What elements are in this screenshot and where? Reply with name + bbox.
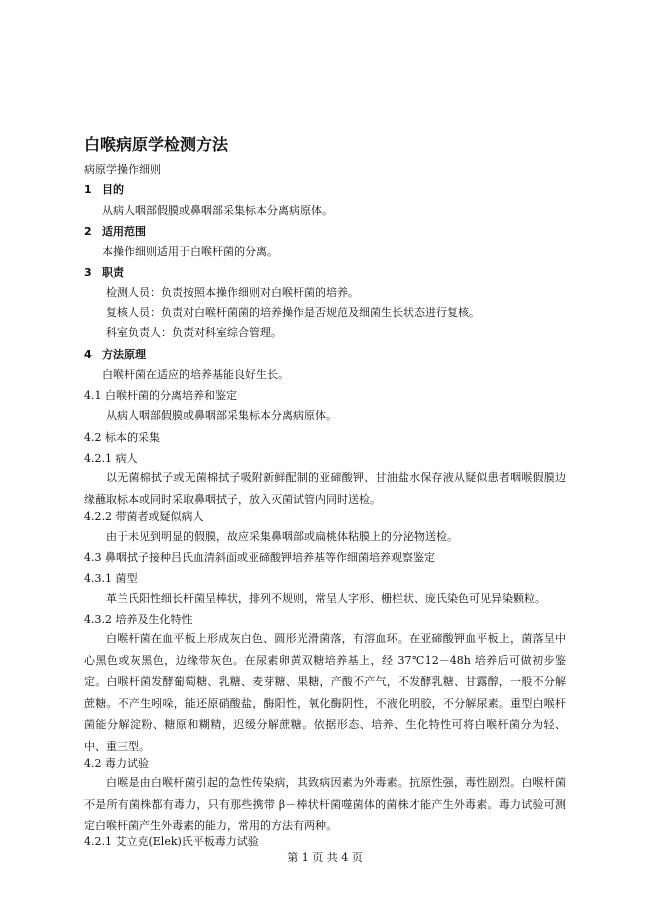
responsibility-item: 检测人员：负责按照本操作细则对白喉杆菌的培养。 [106,286,359,299]
section-4-3-1-text: 革兰氏阳性细长杆菌呈棒状，排列不规则，常呈人字形、栅栏状、庞氏染色可见异染颗粒。 [106,592,546,605]
section-title: 职责 [102,266,124,279]
section-title: 目的 [102,183,124,196]
section-4-2-2-heading: 4.2.2 带菌者或疑似病人 [84,510,204,523]
section-4-1-text: 从病人咽部假膜或鼻咽部采集标本分离病原体。 [106,409,337,422]
section-4-2-2-text: 由于未见到明显的假膜，故应采集鼻咽部或扁桃体粘膜上的分泌物送检。 [106,530,458,543]
section-4-2-heading: 4.2 标本的采集 [84,431,160,444]
section-4-text: 白喉杆菌在适应的培养基能良好生长。 [102,368,289,381]
section-3-heading [84,265,124,281]
section-number: 1 [84,183,92,196]
toxicity-test-paragraph: 白喉是由白喉杆菌引起的急性传染病，其致病因素为外毒素。抗原性强，毒性剧烈。白喉杆菌不是所有菌株都有毒力，只有那些携带 β－棒状杆菌噬菌体的菌株才能产生外毒素。毒力试验可测定白喉杆菌产生外毒素的能力，常用的方法有两种。 [84,776,566,832]
section-4-3-2-heading: 4.3.2 培养及生化特性 [84,613,193,626]
document-title: 白喉病原学检测方法 [84,135,229,154]
section-4-3-heading: 4.3 鼻咽拭子接种吕氏血清斜面或亚碲酸钾培养基等作细菌培养观察鉴定 [84,551,435,564]
section-number: 2 [84,225,92,238]
section-4-2-1-paragraph: 以无菌棉拭子或无菌棉拭子吸附新鲜配制的亚碲酸钾、甘油盐水保存液从疑似患者咽喉假膜边缘蘸取标本或同时采取鼻咽拭子，放入灭菌试管内同时送检。 [84,471,566,506]
section-4-2-1-heading: 4.2.1 病人 [84,452,138,465]
responsibility-item: 科室负责人：负责对科室综合管理。 [106,326,282,339]
elek-test-heading: 4.2.1 艾立克(Elek)氏平板毒力试验 [84,835,259,848]
section-title: 适用范围 [102,225,146,238]
section-number: 3 [84,266,92,279]
section-4-1-heading: 4.1 白喉杆菌的分离培养和鉴定 [84,389,237,402]
responsibility-item: 复核人员：负责对白喉杆菌菌的培养操作是否规范及细菌生长状态进行复核。 [106,306,480,319]
section-2-text: 本操作细则适用于白喉杆菌的分离。 [102,245,278,258]
section-title: 方法原理 [102,348,146,361]
section-4-heading [84,347,146,363]
section-1-text: 从病人咽部假膜或鼻咽部采集标本分离病原体。 [102,204,333,217]
section-2-heading [84,224,146,240]
toxicity-test-heading: 4.2 毒力试验 [84,757,149,770]
section-4-3-2-paragraph: 白喉杆菌在血平板上形成灰白色、圆形光滑菌落，有溶血环。在亚碲酸钾血平板上，菌落呈中心黑色或灰黑色，边缘带灰色。在尿素卵黄双糖培养基上，经 37℃12－48h 培养后可做初步鉴定。白喉杆菌发酵葡萄糖、乳糖、麦芽糖、果糖，产酸不产气，不发酵乳糖、甘露醇，一般不分解蔗糖。不产生吲哚，能还原硝酸盐，酶阳性，氧化酶阴性，不液化明胶，不分解尿素。重型白喉杆菌能分解淀粉、糖原和糊精，迟缓分解蔗糖。依据形态、培养、生化特性可将白喉杆菌分为轻、中、重三型。 [84,632,566,753]
document-subtitle: 病原学操作细则 [84,163,161,176]
page-footer: 第 1 页 共 4 页 [287,851,363,864]
section-number: 4 [84,348,92,361]
section-4-3-1-heading: 4.3.1 菌型 [84,572,138,585]
section-1-heading [84,182,124,198]
